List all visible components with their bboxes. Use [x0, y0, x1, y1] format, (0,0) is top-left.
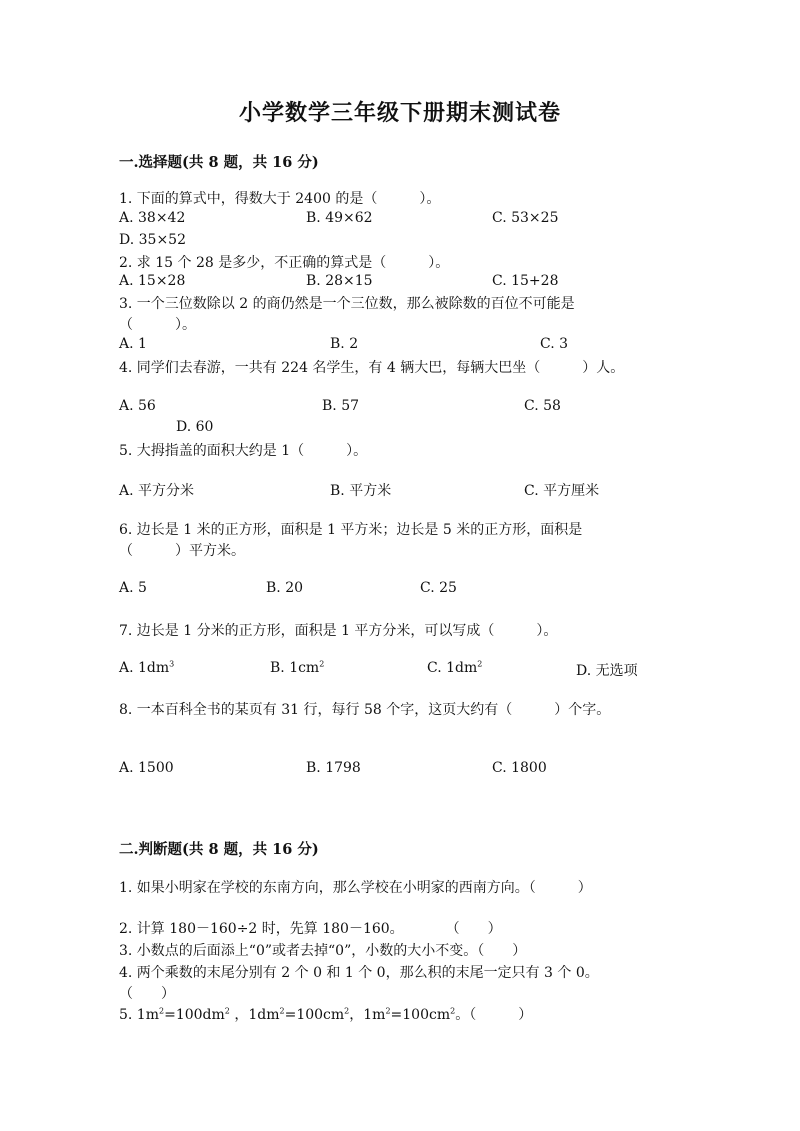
question-5-option-b: B. 平方米	[330, 483, 392, 499]
question-1-option-d: D. 35×52	[119, 232, 186, 248]
question-2-option-a: A. 15×28	[119, 273, 186, 289]
question-2-option-b: B. 28×15	[306, 273, 373, 289]
question-4-option-a: A. 56	[119, 398, 156, 414]
question-6-stem-line1: 6. 边长是 1 米的正方形，面积是 1 平方米；边长是 5 米的正方形，面积是	[119, 522, 583, 538]
section-heading-choice: 一.选择题(共 8 题，共 16 分)	[119, 154, 319, 171]
question-3-option-c: C. 3	[540, 336, 569, 352]
judgement-item-3: 3. 小数点的后面添上“0”或者去掉“0”，小数的大小不变。（ ）	[119, 943, 527, 959]
question-3-stem-line1: 3. 一个三位数除以 2 的商仍然是一个三位数，那么被除数的百位不可能是	[119, 296, 575, 312]
question-6-stem-line2: （ ）平方米。	[119, 543, 245, 559]
judgement-item-1: 1. 如果小明家在学校的东南方向，那么学校在小明家的西南方向。（ ）	[119, 880, 592, 896]
question-5-option-a: A. 平方分米	[119, 483, 195, 499]
judgement-item-4: 4. 两个乘数的末尾分别有 2 个 0 和 1 个 0，那么积的末尾一定只有 3 个 0。	[119, 965, 599, 981]
question-1-option-a: A. 38×42	[119, 210, 186, 226]
question-4-option-d: D. 60	[176, 419, 214, 435]
judgement-item-2: 2. 计算 180－160÷2 时，先算 180－160。 （ ）	[119, 921, 502, 937]
question-7-option-b: B. $1cm^2$	[270, 659, 325, 676]
judgement-item-4-blank: （ ）	[119, 986, 175, 1002]
question-2-option-c: C. 15+28	[492, 273, 559, 289]
question-4-option-b: B. 57	[322, 398, 360, 414]
question-4-option-c: C. 58	[524, 398, 561, 414]
question-5-option-c: C. 平方厘米	[524, 483, 600, 499]
question-7-option-d: D. 无选项	[576, 663, 638, 679]
question-8-stem: 8. 一本百科全书的某页有 31 行，每行 58 个字，这页大约有（ ）个字。	[119, 702, 611, 718]
question-1-option-c: C. 53×25	[492, 210, 559, 226]
question-7-option-c: C. $1dm^2$	[427, 659, 483, 676]
page-title: 小学数学三年级下册期末测试卷	[238, 100, 561, 126]
question-6-option-b: B. 20	[266, 580, 304, 596]
judgement-item-5: 5. $1m^2=100dm^2$ ，$1dm^2=100cm^2$，$1m^2=100cm^2$。（ ）	[119, 1006, 533, 1023]
question-3-stem-line2: （ ）。	[119, 317, 196, 333]
question-3-option-a: A. 1	[119, 336, 147, 352]
question-6-option-a: A. 5	[119, 580, 147, 596]
question-3-option-b: B. 2	[330, 336, 359, 352]
question-4-stem: 4. 同学们去春游，一共有 224 名学生，有 4 辆大巴，每辆大巴坐（ ）人。	[119, 360, 625, 376]
question-7-stem: 7. 边长是 1 分米的正方形，面积是 1 平方分米，可以写成（ ）。	[119, 623, 558, 639]
question-6-option-c: C. 25	[420, 580, 457, 596]
question-2-stem: 2. 求 15 个 28 是多少，不正确的算式是（ ）。	[119, 255, 450, 271]
question-1-option-b: B. 49×62	[306, 210, 373, 226]
question-8-option-a: A. 1500	[119, 760, 174, 776]
question-7-option-a: A. $1dm^3$	[119, 659, 175, 676]
question-5-stem: 5. 大拇指盖的面积大约是 1（ ）。	[119, 443, 368, 459]
question-8-option-b: B. 1798	[306, 760, 361, 776]
question-8-option-c: C. 1800	[492, 760, 547, 776]
section-heading-judgement: 二.判断题(共 8 题，共 16 分)	[119, 841, 319, 858]
question-1-stem: 1. 下面的算式中，得数大于 2400 的是（ ）。	[119, 191, 441, 207]
